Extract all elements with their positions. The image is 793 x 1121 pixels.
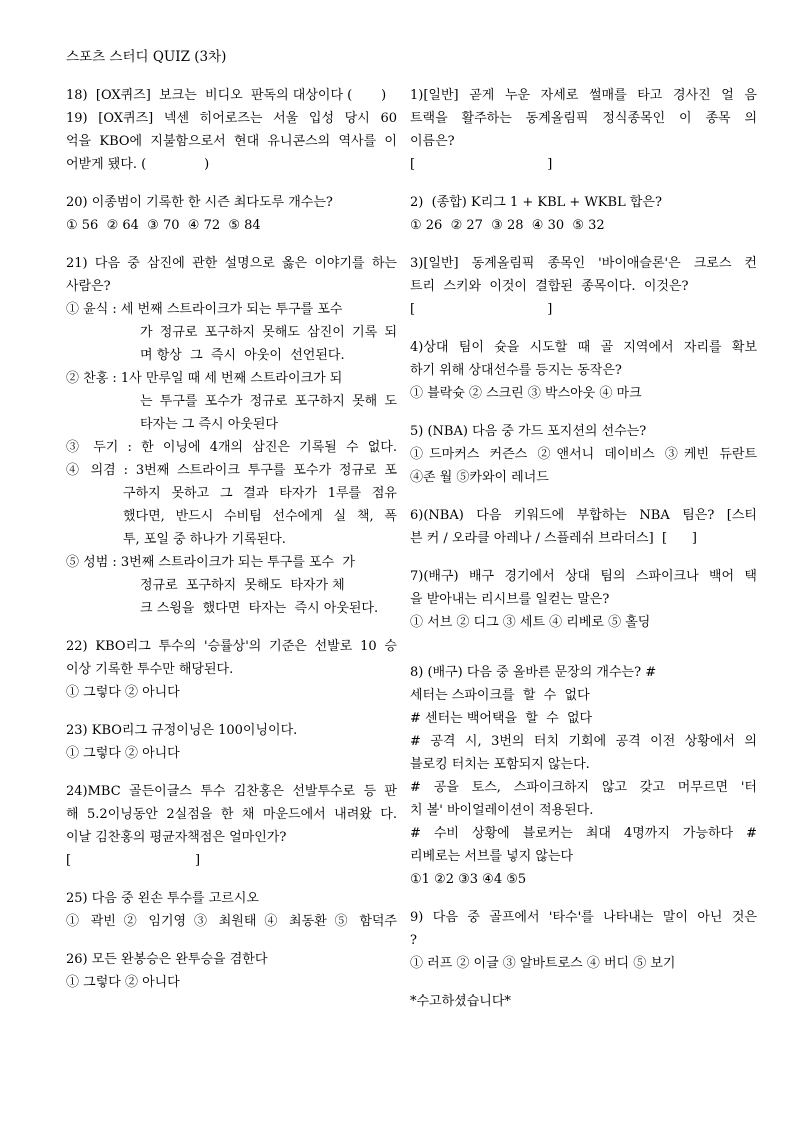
question-3 (410, 252, 757, 321)
text-line: 2) (종합) K리그 1 + KBL + WKBL 합은? (410, 195, 662, 210)
text-line: 트리 스키와 이것이 결합된 종목이다. 이것은? (410, 279, 689, 294)
text-line: 1)[일반] 곧게 누운 자세로 썰매를 타고 경사진 얼 음 (410, 88, 757, 103)
questions-18-19 (66, 84, 397, 176)
text-line: 18) [OX퀴즈] 보크는 비디오 판독의 대상이다 ( ) (66, 88, 387, 103)
text-line: ④ 의겸 : 3번째 스트라이크 투구를 포수가 정규로 포 (66, 463, 397, 478)
text-line: ? (410, 933, 417, 948)
question-4 (410, 336, 757, 405)
quiz-title: 스포츠 스터디 QUIZ (3차) (66, 49, 227, 65)
question-8 (410, 661, 757, 891)
text-line: 20) 이종범이 기록한 한 시즌 최다도루 개수는? (66, 195, 333, 210)
text-line: ④존 월 ⑤카와이 레너드 (410, 470, 549, 485)
text-line: [ ] (410, 302, 553, 317)
question-20 (66, 191, 397, 237)
text-line: 21) 다음 중 삼진에 관한 설명으로 옳은 이야기를 하는 (66, 256, 397, 271)
text-line: ⑤ 성범 : 3번째 스트라이크가 되는 투구를 포수 가 (66, 555, 355, 570)
text-line: ① 56 ② 64 ③ 70 ④ 72 ⑤ 84 (66, 218, 261, 233)
question-1 (410, 84, 757, 176)
text-line: 을 받아내는 리시브를 일컫는 말은? (410, 592, 610, 607)
text-line: 22) KBO리그 투수의 '승률상'의 기준은 선발로 10 승 (66, 639, 397, 654)
question-22 (66, 635, 397, 704)
text-line: 25) 다음 중 왼손 투수를 고르시오 (66, 891, 259, 906)
text-line: # 센터는 백어택을 할 수 없다 (410, 711, 593, 726)
text-line: 는 투구를 포수가 정규로 포구하지 못해 도 (140, 394, 397, 409)
question-21 (66, 252, 397, 620)
text-line: 가 정규로 포구하지 못해도 삼진이 기록 되 (140, 325, 397, 340)
text-line: 블로킹 터치는 포함되지 않는다. (410, 757, 590, 772)
document-columns (66, 84, 757, 1028)
text-line: 븐 커 / 오라클 아레나 / 스플레쉬 브라더스] [ ] (410, 531, 697, 546)
text-line: 6)(NBA) 다음 키워드에 부합하는 NBA 팀은? [스티 (410, 508, 757, 523)
text-line: ① 그렇다 ② 아니다 (66, 685, 180, 700)
text-line: 투, 포일 중 하나가 기록된다. (123, 532, 286, 547)
left-column (66, 84, 397, 1009)
text-line: ② 찬홍 : 1사 만루일 때 세 번째 스트라이크가 되 (66, 371, 343, 386)
text-line: 24)MBC 골든이글스 투수 김찬홍은 선발투수로 등 판 (66, 784, 397, 799)
text-line: 리베로는 서브를 넣지 않는다 (410, 849, 574, 864)
text-line: 정규로 포구하지 못해도 타자가 체 (140, 578, 345, 593)
text-line: ① 곽빈 ② 임기영 ③ 최원태 ④ 최동환 ⑤ 함덕주 (66, 914, 397, 929)
text-line: 크 스윙을 했다면 타자는 즉시 아웃된다. (140, 601, 379, 616)
text-line: 7)(배구) 배구 경기에서 상대 팀의 스파이크나 백어 택 (410, 569, 757, 584)
text-line: 억을 KBO에 지불함으로서 현대 유니콘스의 역사를 이 (66, 134, 397, 149)
text-line: 8) (배구) 다음 중 올바른 문장의 개수는? # (410, 665, 657, 680)
right-column (410, 84, 757, 1028)
text-line: [ ] (66, 853, 201, 868)
question-5 (410, 420, 757, 489)
text-line: ①드마커스 커즌스 ②앤서니 데이비스 ③케빈 듀란트 (410, 447, 757, 462)
text-line: ① 그렇다 ② 아니다 (66, 746, 180, 761)
closing-message (410, 990, 757, 1013)
text-line: ③ 두기 : 한 이닝에 4개의 삼진은 기록될 수 없다. (66, 440, 397, 455)
text-line: 했다면, 반드시 수비팀 선수에게 실 책, 폭 (123, 509, 397, 524)
text-line: 어받게 됐다. ( ) (66, 157, 210, 172)
question-7 (410, 565, 757, 634)
text-line: ① 윤식 : 세 번째 스트라이크가 되는 투구를 포수 (66, 302, 343, 317)
text-line: # 공격 시, 3번의 터치 기회에 공격 이전 상황에서 의 (410, 734, 757, 749)
text-line: 이름은? (410, 134, 455, 149)
text-line: ① 블락슛 ② 스크린 ③ 박스아웃 ④ 마크 (410, 386, 642, 401)
text-line: # 공을 토스, 스파이크하지 않고 갖고 머무르면 '터 (410, 780, 757, 795)
text-line: [ ] (410, 157, 553, 172)
text-line: 해 5.2이닝동안 2실점을 한 채 마운드에서 내려왔 다. (66, 807, 397, 822)
question-6 (410, 504, 757, 550)
text-line: 하기 위해 상대선수를 등지는 동작은? (410, 363, 622, 378)
text-line: 5) (NBA) 다음 중 가드 포지션의 선수는? (410, 424, 647, 439)
text-line: ①1 ②2 ③3 ④4 ⑤5 (410, 872, 527, 887)
text-line: 26) 모든 완봉승은 완투승을 겸한다 (66, 952, 268, 967)
question-24 (66, 780, 397, 872)
text-line: 구하지 못하고 그 결과 타자가 1루를 점유 (123, 486, 397, 501)
text-line: 타자는 그 즉시 아웃된다 (140, 417, 278, 432)
question-26 (66, 948, 397, 994)
text-line: 19) [OX퀴즈] 넥센 히어로즈는 서울 입성 당시 60 (66, 111, 397, 126)
text-line: ① 러프 ② 이글 ③ 알바트로스 ④ 버디 ⑤ 보기 (410, 956, 676, 971)
text-line: 23) KBO리그 규정이닝은 100이닝이다. (66, 723, 298, 738)
text-line: 9) 다음 중 골프에서 '타수'를 나타내는 말이 아닌 것은 (410, 910, 757, 925)
text-line: 치 볼' 바이얼레이션이 적용된다. (410, 803, 594, 818)
text-line: 이상 기록한 투수만 해당된다. (66, 662, 234, 677)
text-line: 트랙을 활주하는 동계올림픽 정식종목인 이 종목 의 (410, 111, 757, 126)
question-25 (66, 887, 397, 933)
text-line: 4)상대 팀이 슛을 시도할 때 골 지역에서 자리를 확보 (410, 340, 757, 355)
question-2 (410, 191, 757, 237)
text-line: ① 26 ② 27 ③ 28 ④ 30 ⑤ 32 (410, 218, 605, 233)
text-line: *수고하셨습니다* (410, 994, 511, 1009)
text-line: 며 항상 그 즉시 아웃이 선언된다. (140, 348, 345, 363)
text-line: 이날 김찬홍의 평균자책점은 얼마인가? (66, 830, 287, 845)
text-line: ① 서브 ② 디그 ③ 세트 ④ 리베로 ⑤ 홀딩 (410, 615, 651, 630)
text-line: 세터는 스파이크를 할 수 없다 (410, 688, 590, 703)
text-line: # 수비 상황에 블로커는 최대 4명까지 가능하다 # (410, 826, 757, 841)
question-9 (410, 906, 757, 975)
text-line: 3)[일반] 동계올림픽 종목인 '바이애슬론'은 크로스 컨 (410, 256, 757, 271)
question-23 (66, 719, 397, 765)
text-line: ① 그렇다 ② 아니다 (66, 975, 180, 990)
text-line: 사람은? (66, 279, 111, 294)
